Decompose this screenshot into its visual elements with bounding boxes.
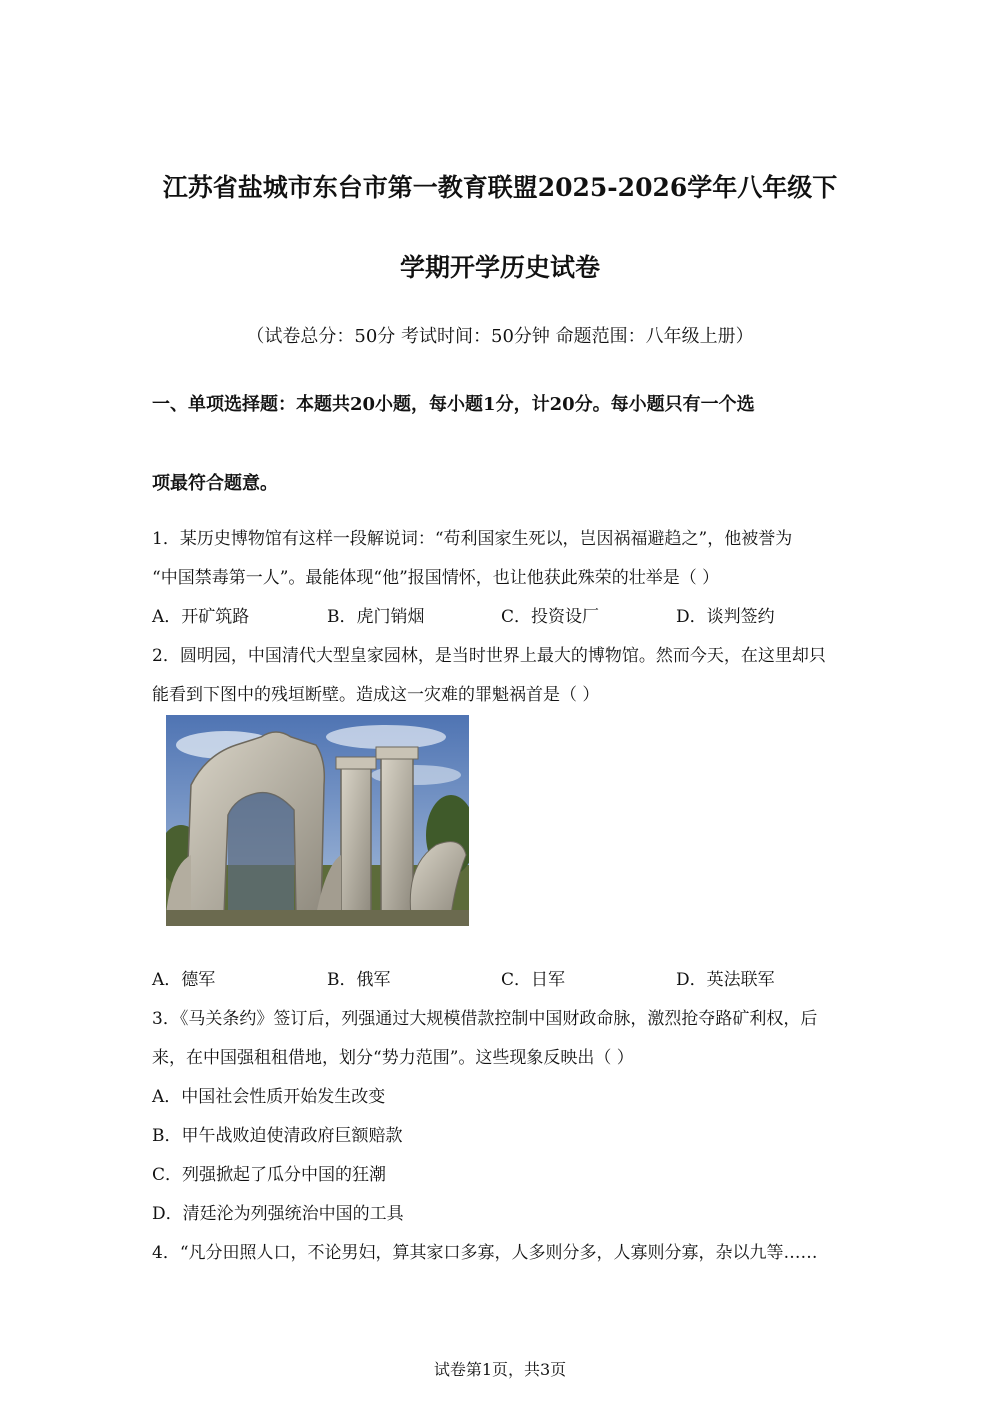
question-2-option-d: D．英法联军 <box>676 970 775 990</box>
yuanmingyuan-ruins-photo <box>166 715 469 926</box>
question-2-line1: 2．圆明园，中国清代大型皇家园林，是当时世界上最大的博物馆。然而今天，在这里却只 <box>152 646 826 666</box>
question-1-option-a: A．开矿筑路 <box>152 607 250 627</box>
page-footer: 试卷第1页，共3页 <box>433 1360 567 1379</box>
question-3-option-c: C．列强掀起了瓜分中国的狂潮 <box>152 1165 387 1185</box>
question-1-option-c: C．投资设厂 <box>501 607 600 627</box>
question-1-line2: “中国禁毒第一人”。最能体现“他”报国情怀，也让他获此殊荣的壮举是（ ） <box>152 568 720 588</box>
question-3-option-d: D．清廷沦为列强统治中国的工具 <box>152 1204 404 1224</box>
section-heading-line1: 一、单项选择题：本题共20小题，每小题1分，计20分。每小题只有一个选 <box>152 394 755 415</box>
question-1-line1: 1．某历史博物馆有这样一段解说词：“苟利国家生死以，岂因祸福避趋之”，他被誉为 <box>152 529 793 549</box>
section-heading-line2: 项最符合题意。 <box>152 473 278 494</box>
question-1-option-b: B．虎门销烟 <box>327 607 425 627</box>
question-3-line2: 来，在中国强租租借地，划分“势力范围”。这些现象反映出（ ） <box>152 1048 634 1068</box>
exam-title-line1: 江苏省盐城市东台市第一教育联盟2025-2026学年八年级下 <box>162 173 838 202</box>
question-1-option-d: D．谈判签约 <box>676 607 775 627</box>
question-2-option-c: C．日军 <box>501 970 566 990</box>
question-2-line2: 能看到下图中的残垣断壁。造成这一灾难的罪魁祸首是（ ） <box>152 685 600 705</box>
exam-title-line2: 学期开学历史试卷 <box>399 253 600 282</box>
question-3-option-b: B．甲午战败迫使清政府巨额赔款 <box>152 1126 403 1146</box>
question-2-option-a: A．德军 <box>152 970 216 990</box>
exam-info: （试卷总分：50分 考试时间：50分钟 命题范围：八年级上册） <box>246 326 754 347</box>
question-2-option-b: B．俄军 <box>327 970 391 990</box>
question-3-line1: 3．《马关条约》签订后，列强通过大规模借款控制中国财政命脉，激烈抢夺路矿利权，后 <box>152 1009 818 1029</box>
question-4-line1: 4．“凡分田照人口，不论男妇，算其家口多寡，人多则分多，人寡则分寡，杂以九等…… <box>152 1243 818 1263</box>
question-3-option-a: A．中国社会性质开始发生改变 <box>152 1087 386 1107</box>
